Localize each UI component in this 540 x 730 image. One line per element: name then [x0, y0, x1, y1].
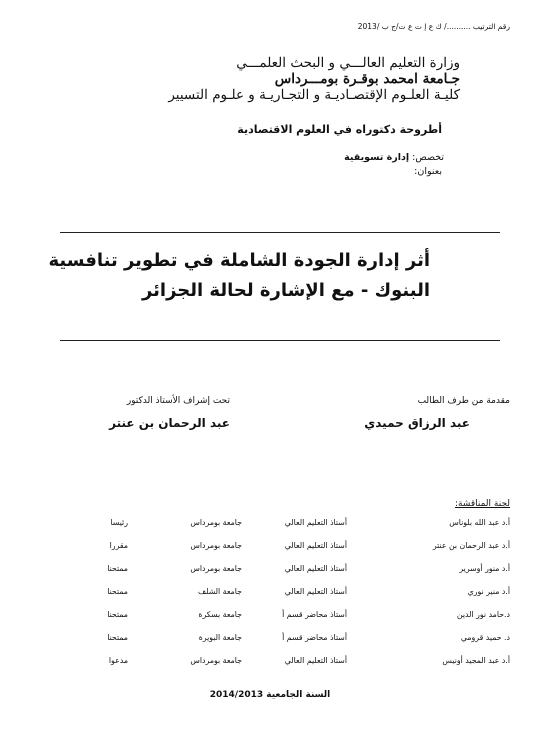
member-rank: أستاذ التعليم العالي	[284, 541, 347, 550]
thesis-title	[48, 246, 430, 306]
university-name: جـامعة امحمد بوقـرة بومـــرداس	[274, 71, 460, 87]
member-rank: أستاذ محاضر قسم أ	[282, 633, 347, 642]
committee-row	[0, 610, 540, 624]
member-institution: جامعة بومرداس	[190, 564, 242, 573]
specialty	[344, 152, 444, 163]
supervisor-name: عبد الرحمان بن عنتر	[109, 416, 230, 430]
member-name: د.حامد نور الدين	[456, 610, 510, 619]
serial-number: رقم الترتيب ........../ ك ع إ ت ع ت/ج ب /2013	[357, 22, 510, 31]
member-role: مدعوا	[108, 656, 128, 665]
student-name: عبد الرزاق حميدي	[364, 416, 470, 430]
member-rank: أستاذ التعليم العالي	[284, 587, 347, 596]
member-institution: جامعة بومرداس	[190, 518, 242, 527]
committee-row	[0, 518, 540, 532]
specialty-value: إدارة تسويقية	[344, 152, 410, 163]
member-role: ممتحنا	[107, 587, 128, 596]
member-role: رئيسا	[110, 518, 128, 527]
thesis-title-line-1: أثر إدارة الجودة الشاملة في تطوير تنافسية	[48, 250, 430, 271]
ministry-name: وزارة التعليم العالـــي و البحث العلمـــي	[236, 55, 460, 71]
committee-row	[0, 587, 540, 601]
faculty-name: كليـة العلـوم الإقتصـاديـة و التجـاريـة و علـوم التسيير	[168, 87, 460, 103]
committee-row	[0, 656, 540, 670]
member-name: أ.د عبد الرحمان بن عنتر	[432, 541, 510, 550]
member-name: أ.د منور أوسرير	[459, 564, 510, 573]
member-institution: جامعة الشلف	[198, 587, 242, 596]
committee-label: لجنة المناقشة:	[454, 499, 510, 509]
member-name: د. حميد قرومي	[460, 633, 510, 642]
specialty-label: تخصص:	[412, 152, 444, 163]
thesis-type: أطروحة دكتوراه في العلوم الاقتصادية	[237, 123, 442, 136]
member-institution: جامعة بومرداس	[190, 541, 242, 550]
member-rank: أستاذ التعليم العالي	[284, 518, 347, 527]
member-institution: جامعة بومرداس	[190, 656, 242, 665]
title-top-rule	[60, 232, 500, 233]
member-name: أ.د عبد الله بلوناس	[449, 518, 510, 527]
committee-row	[0, 541, 540, 555]
member-name: أ.د منير نوري	[467, 587, 510, 596]
member-institution: جامعة البويرة	[198, 633, 242, 642]
title-label: بعنوان:	[414, 166, 442, 177]
member-role: ممتحنا	[107, 633, 128, 642]
thesis-title-line-2: البنوك - مع الإشارة لحالة الجزائر	[141, 280, 430, 301]
member-rank: أستاذ التعليم العالي	[284, 564, 347, 573]
supervisor-label: تحت إشراف الأستاذ الدكتور	[126, 396, 230, 406]
institution-header	[168, 55, 460, 103]
member-name: أ.د عبد المجيد أونيس	[442, 656, 510, 665]
student-label: مقدمة من طرف الطالب	[417, 396, 510, 406]
title-bottom-rule	[60, 340, 500, 341]
academic-year: السنة الجامعية 2014/2013	[209, 690, 331, 700]
member-role: ممتحنا	[107, 564, 128, 573]
member-rank: أستاذ محاضر قسم أ	[282, 610, 347, 619]
member-rank: أستاذ التعليم العالي	[284, 656, 347, 665]
member-role: ممتحنا	[107, 610, 128, 619]
member-institution: جامعة بسكرة	[198, 610, 242, 619]
committee-row	[0, 564, 540, 578]
member-role: مقررا	[109, 541, 128, 550]
committee-row	[0, 633, 540, 647]
